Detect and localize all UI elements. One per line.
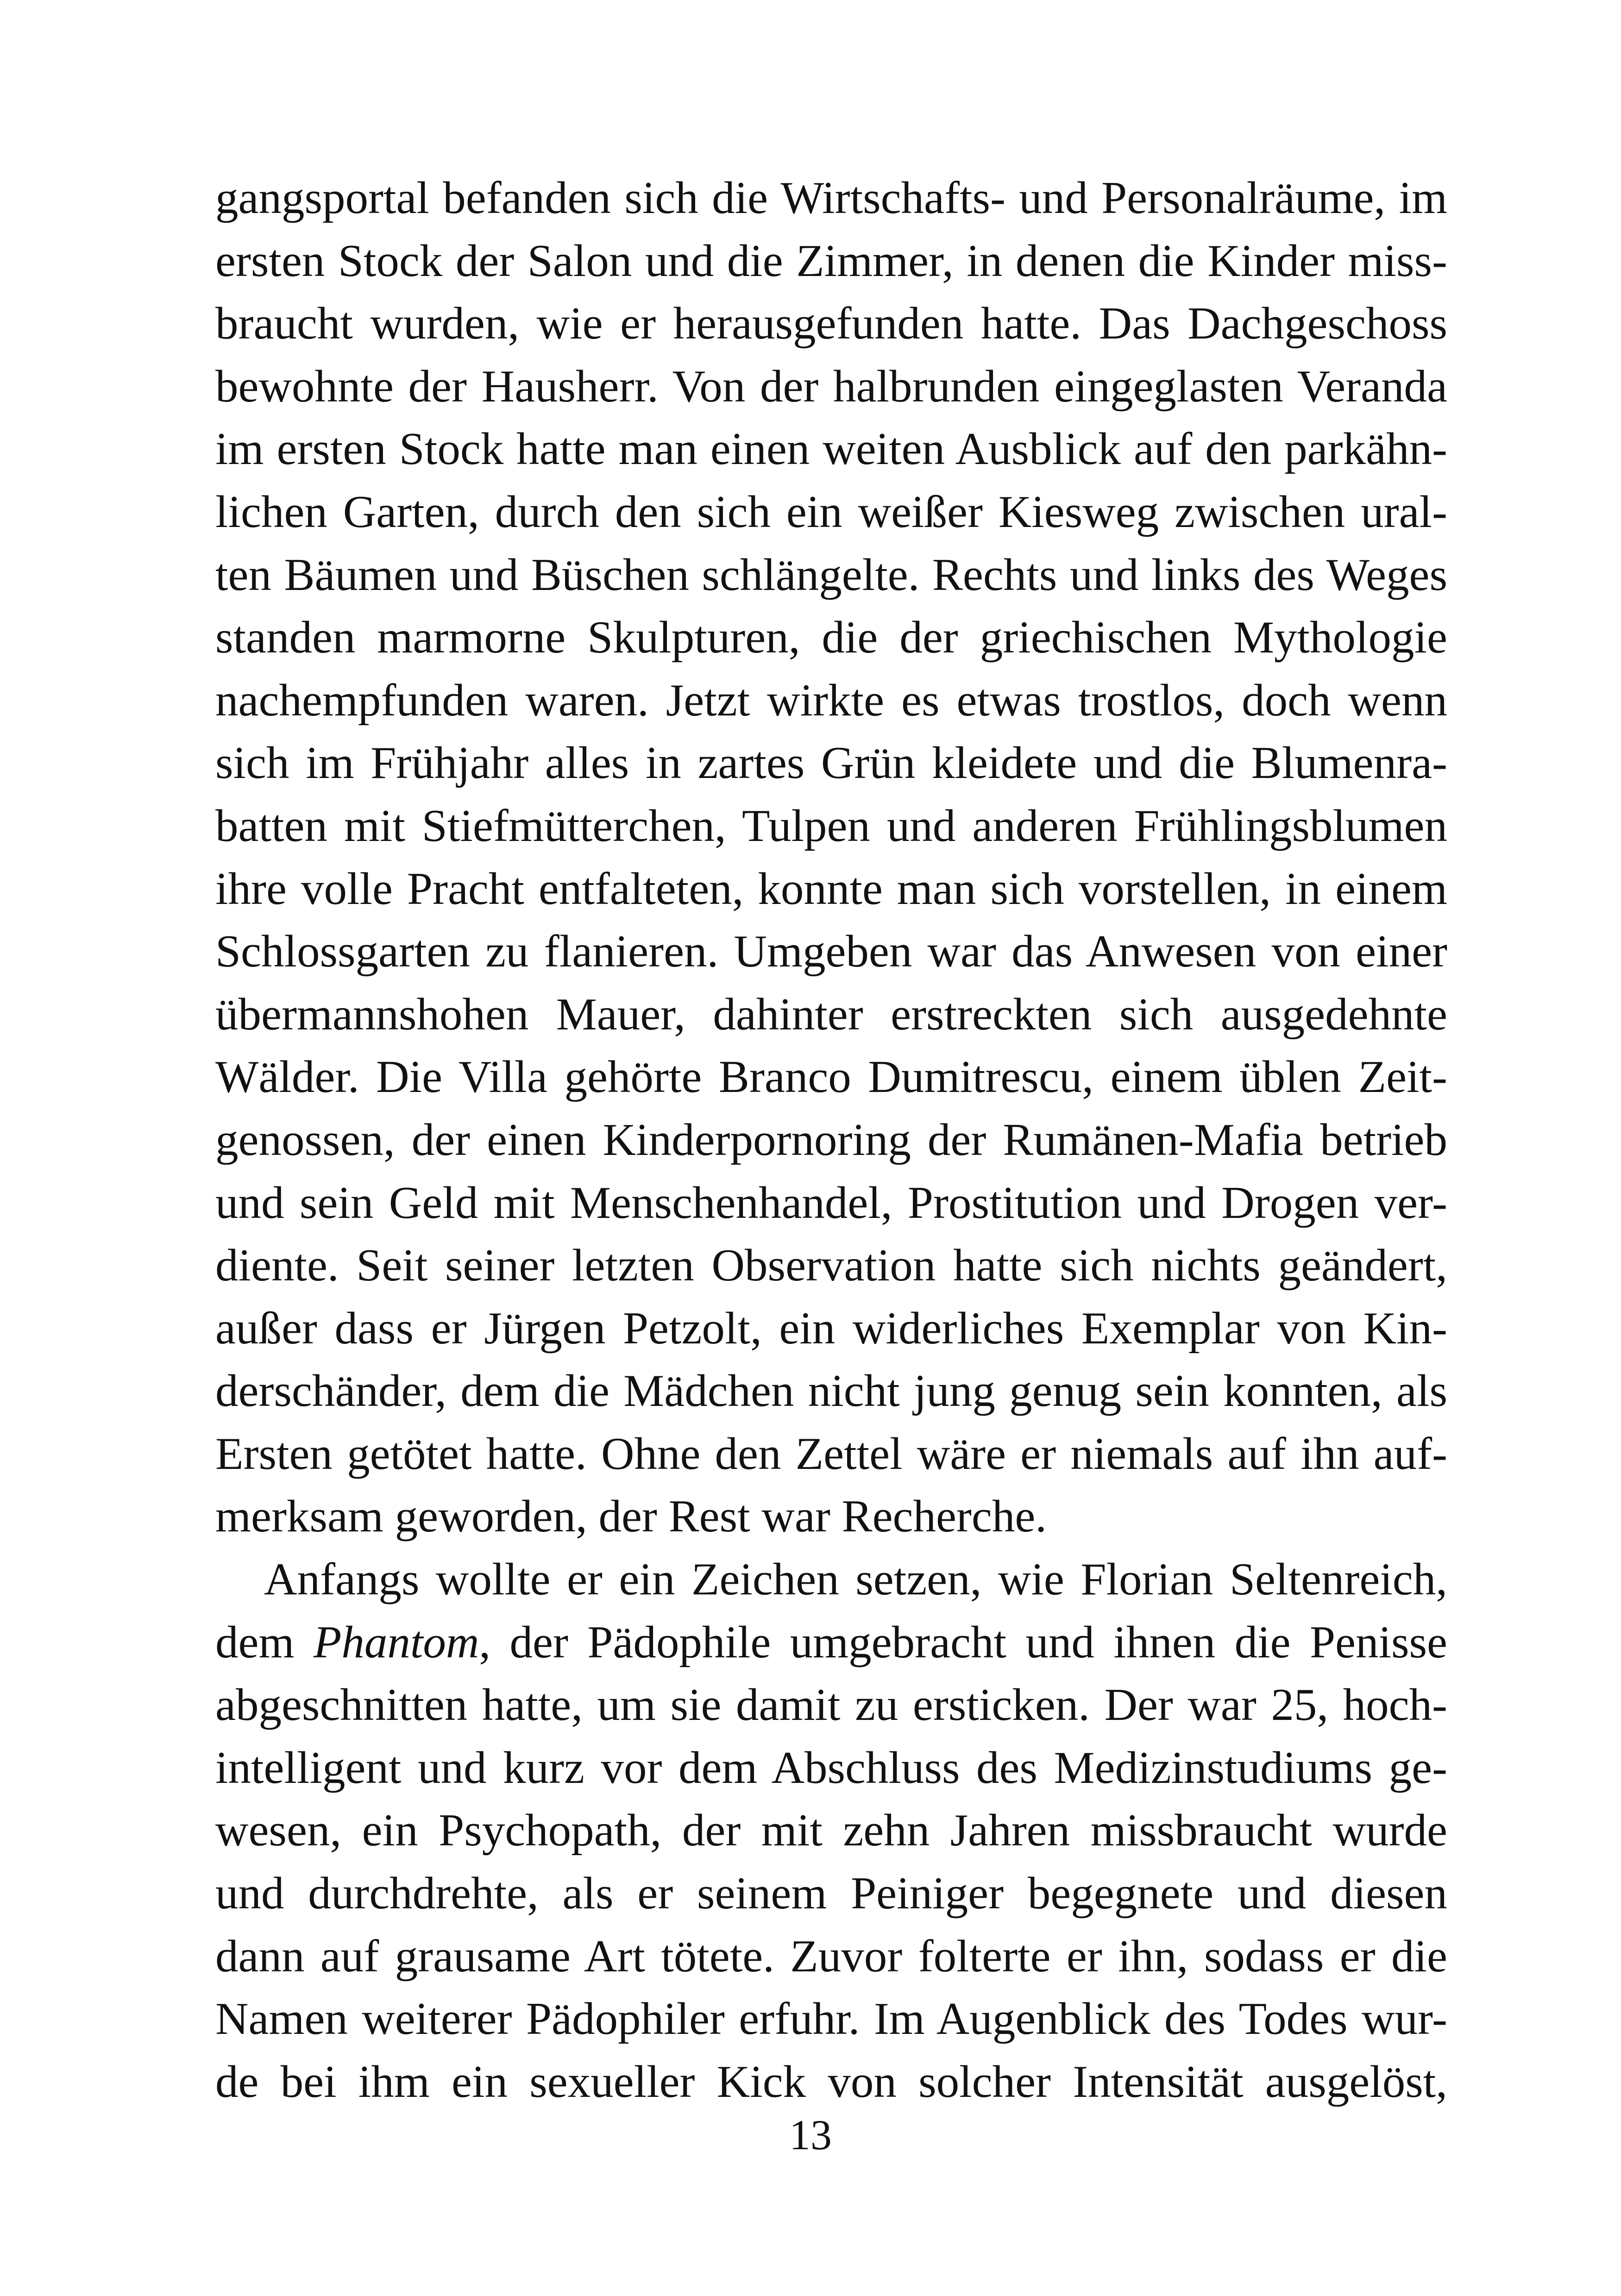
text-line: merksam geworden, der Rest war Recherche. xyxy=(215,1491,1047,1542)
text-line: batten mit Stiefmütterchen, Tulpen und anderen Frühlingsblumen xyxy=(215,800,1447,851)
text-line: ersten Stock der Salon und die Zimmer, in denen die Kinder miss- xyxy=(215,235,1447,286)
text-line: dann auf grausame Art tötete. Zuvor folterte er ihn, sodass er die xyxy=(215,1931,1447,1982)
text-line: braucht wurden, wie er herausgefunden hatte. Das Dachgeschoss xyxy=(215,298,1447,349)
text-line: diente. Seit seiner letzten Observation hatte sich nichts geändert, xyxy=(215,1240,1447,1291)
text-line: genossen, der einen Kinderpornoring der Rumänen-Mafia betrieb xyxy=(215,1114,1447,1165)
text-line: derschänder, dem die Mädchen nicht jung genug sein konnten, als xyxy=(215,1366,1447,1417)
text-line: nachempfunden waren. Jetzt wirkte es etwas trostlos, doch wenn xyxy=(215,675,1447,726)
text-line: lichen Garten, durch den sich ein weißer Kiesweg zwischen ural- xyxy=(215,486,1447,537)
text-line: intelligent und kurz vor dem Abschluss des Medizinstudiums ge- xyxy=(215,1742,1447,1793)
text-line: sich im Frühjahr alles in zartes Grün kleidete und die Blumenra- xyxy=(215,738,1447,789)
text-line: und sein Geld mit Menschenhandel, Prostitution und Drogen ver- xyxy=(215,1177,1447,1228)
text-line: ten Bäumen und Büschen schlängelte. Rechts und links des Weges xyxy=(215,549,1447,600)
text-line: Ersten getötet hatte. Ohne den Zettel wäre er niemals auf ihn auf- xyxy=(215,1428,1447,1479)
text-line: Namen weiterer Pädophiler erfuhr. Im Augenblick des Todes wur- xyxy=(215,1994,1447,2045)
text-line: Wälder. Die Villa gehörte Branco Dumitrescu, einem üblen Zeit- xyxy=(215,1052,1447,1103)
text-line: Schlossgarten zu flanieren. Umgeben war das Anwesen von einer xyxy=(215,926,1447,977)
page-number: 13 xyxy=(789,2111,832,2158)
text-line: im ersten Stock hatte man einen weiten Ausblick auf den parkähn- xyxy=(215,424,1447,475)
text-line: ihre volle Pracht entfalteten, konnte man sich vorstellen, in einem xyxy=(215,863,1447,914)
text-line: und durchdrehte, als er seinem Peiniger begegnete und diesen xyxy=(215,1868,1447,1919)
text-run: dem xyxy=(215,1617,314,1668)
paragraph-2 xyxy=(215,1548,1447,2113)
text-line: abgeschnitten hatte, um sie damit zu ersticken. Der war 25, hoch- xyxy=(215,1680,1447,1731)
text-line: gangsportal befanden sich die Wirtschafts- und Personalräume, im xyxy=(215,173,1447,223)
text-line: bewohnte der Hausherr. Von der halbrunden eingeglasten Veranda xyxy=(215,361,1447,412)
text-line: de bei ihm ein sexueller Kick von solcher Intensität ausgelöst, xyxy=(215,2056,1447,2107)
paragraph-1 xyxy=(215,167,1447,1548)
text-line: wesen, ein Psychopath, der mit zehn Jahren missbraucht wurde xyxy=(215,1805,1447,1856)
text-line: außer dass er Jürgen Petzolt, ein widerliches Exemplar von Kin- xyxy=(215,1303,1447,1354)
body-text xyxy=(215,167,1447,2113)
text-line: übermannshohen Mauer, dahinter erstreckten sich ausgedehnte xyxy=(215,989,1447,1040)
text-line: standen marmorne Skulpturen, die der griechischen Mythologie xyxy=(215,612,1447,663)
italic-phrase: Phantom xyxy=(313,1617,479,1668)
text-run: , der Pädophile umgebracht und ihnen die Penisse xyxy=(479,1617,1447,1668)
text-line xyxy=(215,1611,1447,1674)
text-line: Anfangs wollte er ein Zeichen setzen, wie Florian Seltenreich, xyxy=(264,1554,1447,1605)
